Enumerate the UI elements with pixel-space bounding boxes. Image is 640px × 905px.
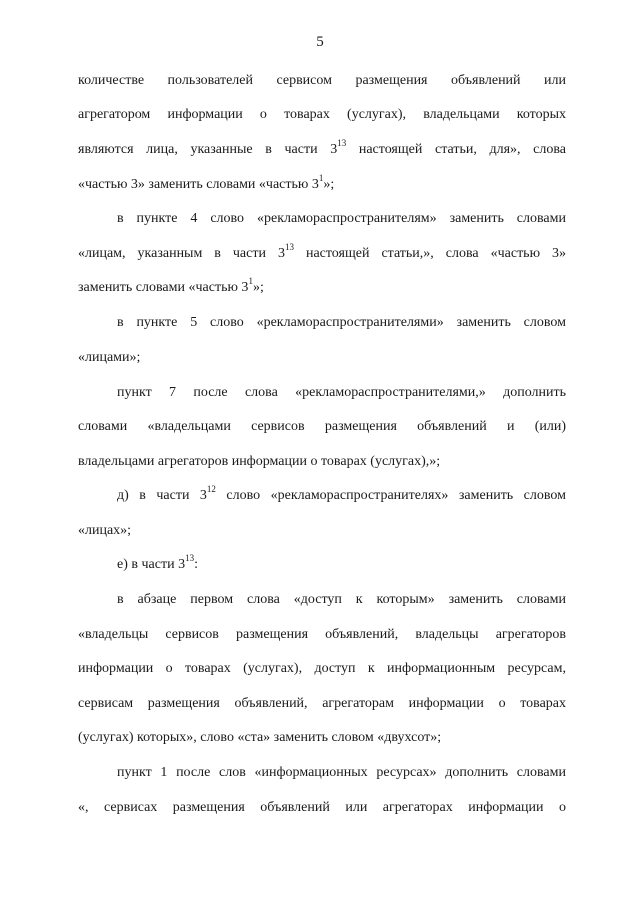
- text-segment: »;: [323, 177, 335, 192]
- text-segment: д) в части 3: [117, 488, 207, 503]
- text-segment: :: [194, 557, 198, 572]
- text-line: «лицами»;: [78, 350, 141, 365]
- text-line: «лицах»;: [78, 523, 132, 538]
- text-line: пункт 7 после слова «рекламораспространителями,» дополнить: [117, 385, 566, 400]
- text-line: в пункте 4 слово «рекламораспространителям» заменить словами: [117, 211, 566, 226]
- text-line: информации о товарах (услугах), доступ к информационным ресурсам,: [78, 661, 566, 676]
- text-segment: заменить словами «частью 3: [78, 280, 249, 295]
- text-line: сервисам размещения объявлений, агрегаторам информации о товарах: [78, 696, 566, 711]
- text-line: (услугах) которых», слово «ста» заменить словом «двухсот»;: [78, 730, 442, 745]
- text-segment: настоящей статьи, для», слова: [346, 142, 566, 157]
- text-line: агрегатором информации о товарах (услугах), владельцами которых: [78, 107, 566, 122]
- text-line: словами «владельцами сервисов размещения объявлений и (или): [78, 419, 566, 434]
- text-line: [117, 484, 566, 505]
- text-segment: настоящей статьи,», слова «частью 3»: [293, 246, 567, 261]
- text-line: [78, 276, 566, 297]
- text-line: [78, 242, 567, 263]
- text-line: в абзаце первом слова «доступ к которым» заменить словами: [117, 592, 566, 607]
- text-line: [117, 553, 566, 574]
- text-line: «владельцы сервисов размещения объявлений, владельцы агрегаторов: [78, 627, 566, 642]
- text-segment: «лицам, указанным в части 3: [78, 246, 285, 261]
- text-line: [78, 138, 566, 159]
- text-line: [78, 173, 566, 194]
- text-segment: слово «рекламораспространителях» заменить словом: [215, 488, 566, 503]
- text-segment: е) в части 3: [117, 557, 186, 572]
- superscript: 13: [185, 553, 195, 564]
- text-segment: «частью 3» заменить словами «частью 3: [78, 177, 319, 192]
- text-line: в пункте 5 слово «рекламораспространителями» заменить словом: [117, 315, 566, 330]
- superscript: 1: [248, 276, 253, 287]
- superscript: 13: [337, 138, 347, 149]
- text-line: количестве пользователей сервисом размещения объявлений или: [78, 73, 566, 88]
- text-line: пункт 1 после слов «информационных ресурсах» дополнить словами: [117, 765, 566, 780]
- superscript: 1: [318, 173, 324, 184]
- superscript: 12: [206, 484, 216, 495]
- page-number: 5: [316, 34, 324, 50]
- text-line: владельцами агрегаторов информации о товарах (услугах),»;: [78, 454, 441, 469]
- superscript: 13: [284, 242, 294, 253]
- text-segment: являются лица, указанные в части 3: [78, 142, 338, 157]
- text-line: «, сервисах размещения объявлений или агрегаторах информации о: [78, 800, 566, 815]
- text-segment: »;: [252, 280, 264, 295]
